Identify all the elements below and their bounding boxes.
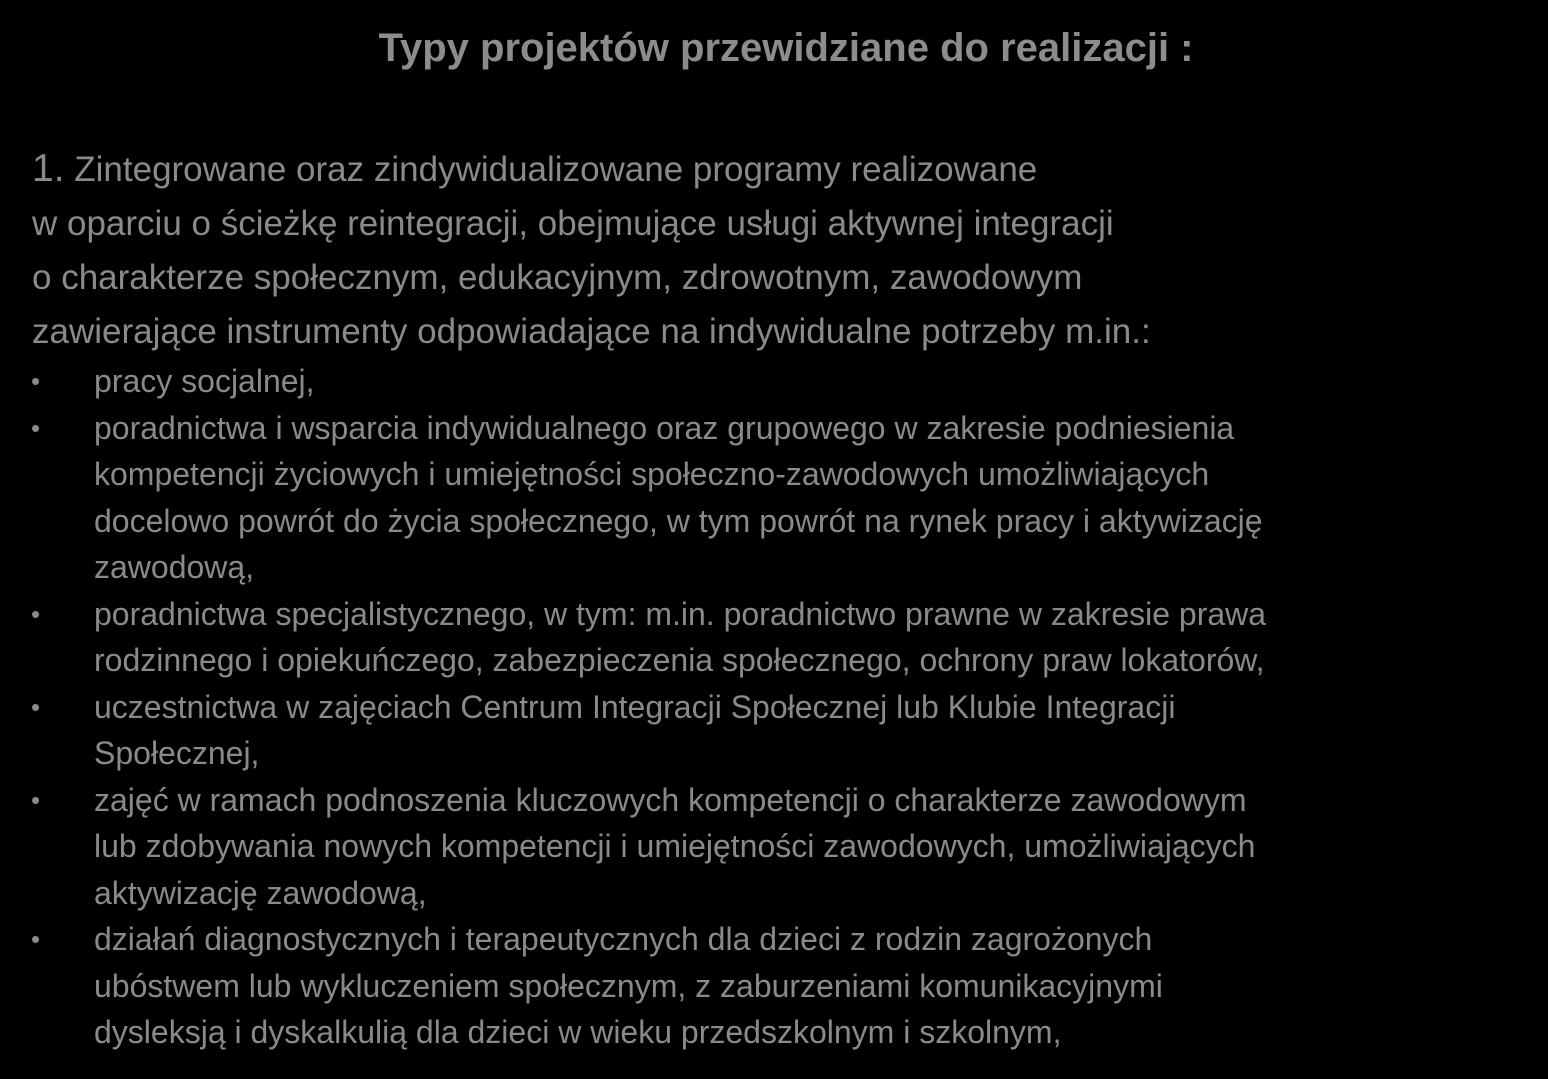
bullet-icon: • (31, 924, 41, 954)
intro-line: w oparciu o ścieżkę reintegracji, obejmujące usługi aktywnej integracji (32, 204, 1114, 243)
intro-line: zawierające instrumenty odpowiadające na indywidualne potrzeby m.in.: (32, 312, 1151, 351)
list-item-line: ubóstwem lub wykluczeniem społecznym, z zaburzeniami komunikacyjnymi (94, 967, 1163, 1004)
slide-title: Typy projektów przewidziane do realizacji : (378, 26, 1194, 70)
list-item-line: działań diagnostycznych i terapeutycznych dla dzieci z rodzin zagrożonych (94, 921, 1153, 957)
intro-paragraph (32, 142, 1532, 359)
bullet-icon: • (31, 784, 41, 815)
list-item-line: kompetencji życiowych i umiejętności społeczno-zawodowych umożliwiających (94, 456, 1210, 492)
list-item-line: zajęć w ramach podnoszenia kluczowych kompetencji o charakterze zawodowym (94, 781, 1247, 818)
list-item-line: aktywizację zawodową, (94, 874, 427, 911)
list-item-line: Społecznej, (94, 735, 260, 771)
list-item-line: pracy socjalnej, (94, 363, 315, 399)
list-item (0, 777, 1548, 917)
bullet-icon: • (31, 598, 41, 629)
list-item-line: poradnictwa specjalistycznego, w tym: m.in. poradnictwo prawne w zakresie prawa (94, 595, 1267, 632)
list-item-line: rodzinnego i opiekuńczego, zabezpieczenia społecznego, ochrony praw lokatorów, (94, 642, 1265, 678)
intro-line: o charakterze społecznym, edukacyjnym, zdrowotnym, zawodowym (32, 258, 1083, 297)
bullet-icon: • (31, 412, 41, 443)
list-item (0, 358, 1548, 405)
list-item (0, 405, 1548, 591)
list-item (0, 684, 1548, 777)
intro-number: 1. (32, 147, 65, 190)
intro-line-text: Zintegrowane oraz zindywidualizowane programy realizowane (64, 150, 1038, 189)
list-item (0, 916, 1548, 1056)
list-item (0, 591, 1548, 684)
list-item-line: lub zdobywania nowych kompetencji i umiejętności zawodowych, umożliwiających (94, 828, 1256, 864)
list-item-line: docelowo powrót do życia społecznego, w tym powrót na rynek pracy i aktywizację (94, 502, 1263, 539)
list-item-line: uczestnictwa w zajęciach Centrum Integracji Społecznej lub Klubie Integracji (94, 688, 1176, 725)
bullet-icon: • (31, 691, 41, 722)
list-item-line: dysleksją i dyskalkulią dla dzieci w wieku przedszkolnym i szkolnym, (94, 1014, 1062, 1050)
bullet-icon: • (31, 366, 41, 396)
intro-line (32, 142, 1532, 197)
bullet-list (0, 358, 1548, 1056)
list-item-line: zawodową, (94, 549, 255, 585)
list-item-line: poradnictwa i wsparcia indywidualnego oraz grupowego w zakresie podniesienia (94, 409, 1235, 446)
